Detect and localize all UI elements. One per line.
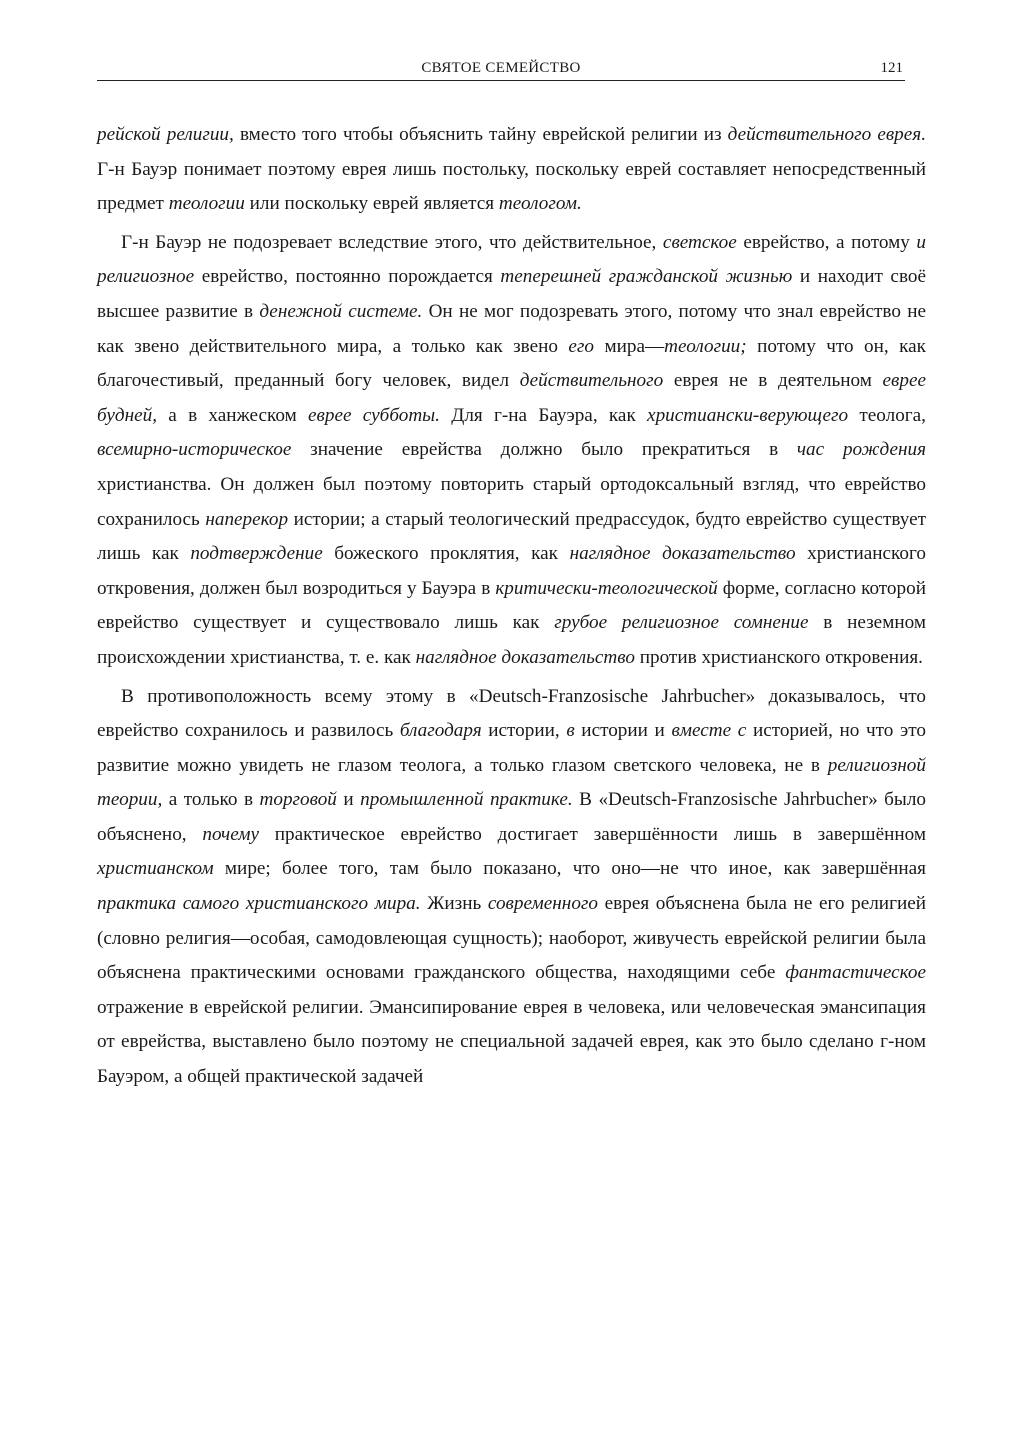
body-text-run: а в ханжеском	[157, 404, 309, 426]
emphasis-text: час рождения	[796, 439, 926, 461]
emphasis-text: теологии	[168, 193, 245, 215]
emphasis-text: фантастическое	[785, 962, 926, 984]
emphasis-text: подтверждение	[190, 543, 323, 565]
emphasis-text: вместе с	[671, 720, 747, 742]
emphasis-text: наглядное доказательство	[415, 646, 635, 668]
running-title: СВЯТОЕ СЕМЕЙСТВО	[421, 60, 581, 76]
emphasis-text: грубое религиозное сомнение	[554, 612, 809, 634]
emphasis-text: христианском	[97, 858, 214, 880]
emphasis-text: светское	[662, 231, 737, 253]
body-text-run: и	[336, 789, 361, 811]
body-text-run: божеского проклятия, как	[322, 543, 570, 565]
emphasis-text: благодаря	[399, 720, 482, 742]
emphasis-text: промышленной практике.	[360, 789, 573, 811]
emphasis-text: торговой	[259, 789, 337, 811]
body-text-run: Жизнь	[420, 893, 488, 915]
body-text-run: мира—	[594, 335, 665, 357]
body-text-run: форме, согласно которой еврейство существует и существовало лишь как	[97, 577, 926, 634]
emphasis-text: действительного еврея.	[727, 124, 926, 145]
emphasis-text: действительного	[519, 370, 664, 392]
body-text-run: отражение в еврейской религии. Эмансипирование еврея в человека, или человеческая эмансипация от еврейства, выставлено было поэтому не специальной задачей еврея, как это было сделано г-ном Бауэром, а общей практической задачей	[97, 996, 926, 1088]
emphasis-text: христиански-верующего	[647, 404, 849, 426]
body-text-run: историей, но что это развитие можно увидеть не глазом теолога, а только глазом светского человека, не в	[97, 720, 926, 776]
body-text-run: Он не мог подозревать этого, потому что знал еврейство не как звено действительного мира, а только как звено	[97, 300, 926, 357]
emphasis-text: почему	[202, 823, 260, 845]
body-text-run: вместо того чтобы объяснить тайну еврейской религии из	[233, 124, 728, 145]
emphasis-text: и религиозное	[97, 231, 926, 288]
emphasis-text: всемирно-историческое	[97, 439, 292, 461]
page-number: 121	[880, 60, 903, 76]
body-text-run: а только в	[162, 789, 260, 811]
emphasis-text: практика самого христианского мира.	[97, 893, 421, 915]
body-text-run: Для г-на Бауэра, как	[439, 404, 648, 426]
body-text-run: христианского откровения, должен был возродиться у Бауэра в	[97, 543, 926, 599]
body-text-run: и находит своё высшее развитие в	[97, 266, 926, 322]
page-body	[97, 118, 926, 1095]
body-text-run: в неземном происхождении христианства, т. е. как	[97, 612, 926, 668]
body-text-run: теолога,	[848, 404, 926, 426]
emphasis-text: современного	[487, 893, 598, 915]
body-text-run: истории и	[574, 720, 672, 742]
body-text-run: еврея не в деятельном	[663, 370, 883, 392]
emphasis-text: теологии;	[664, 335, 747, 357]
body-text-run: В противоположность всему этому в «Deutsch-Franzosische Jahrbucher» доказывалось, что еврейство сохранилось и развилось	[97, 685, 926, 742]
body-text-run: еврейство, а потому	[736, 231, 917, 253]
emphasis-text: теперешней гражданской жизнью	[500, 266, 793, 288]
body-text-run: мире; более того, там было показано, что оно—не что иное, как завершённая	[213, 858, 926, 880]
body-text-run: потому что он, как благочестивый, преданный богу человек, видел	[97, 335, 926, 392]
body-text-run: христианства. Он должен был поэтому повторить старый ортодоксальный взгляд, что еврейство сохранилось	[97, 473, 926, 530]
body-text-run: еврейство, постоянно порождается	[194, 266, 501, 288]
emphasis-text: его	[568, 335, 595, 357]
emphasis-text: теологом.	[498, 193, 582, 215]
body-text-run: практическое еврейство достигает завершённости лишь в завершённом	[259, 823, 926, 845]
body-text-run: значение еврейства должно было прекратиться в	[291, 439, 797, 461]
emphasis-text: еврее субботы.	[308, 404, 440, 426]
emphasis-text: наглядное доказательство	[569, 543, 796, 565]
body-text-run: В «Deutsch-Franzosische Jahrbucher» было объяснено,	[97, 789, 926, 845]
emphasis-text: наперекор	[205, 508, 289, 530]
paragraph-1	[97, 118, 926, 222]
emphasis-text: критически-теологической	[495, 577, 718, 599]
emphasis-text: в	[566, 720, 575, 742]
emphasis-text: денежной системе.	[259, 300, 423, 322]
body-text-run: истории; а старый теологический предрассудок, будто еврейство существует лишь как	[97, 508, 926, 565]
body-text-run: Г-н Бауэр понимает поэтому еврея лишь постольку, поскольку еврей составляет непосредственный предмет	[97, 158, 926, 215]
emphasis-text: рейской религии,	[97, 124, 234, 145]
emphasis-text: еврее будней,	[97, 370, 927, 426]
body-text-run: истории,	[481, 720, 567, 742]
body-text-run: еврея объяснена была не его религией (словно религия—особая, самодовлеющая сущность); наоборот, живучесть еврейской религии была объяснена практическими основами гражданского общества, находящими себе	[97, 893, 926, 984]
body-text-run: Г-н Бауэр не подозревает вследствие этого, что действительное,	[121, 231, 663, 253]
paragraph-2	[97, 226, 926, 676]
body-text-run: или поскольку еврей является	[244, 193, 499, 215]
body-text-run: против христианского откровения.	[634, 646, 923, 668]
paragraph-3	[97, 680, 926, 1095]
emphasis-text: религиозной теории,	[97, 754, 926, 811]
running-header	[97, 58, 905, 81]
